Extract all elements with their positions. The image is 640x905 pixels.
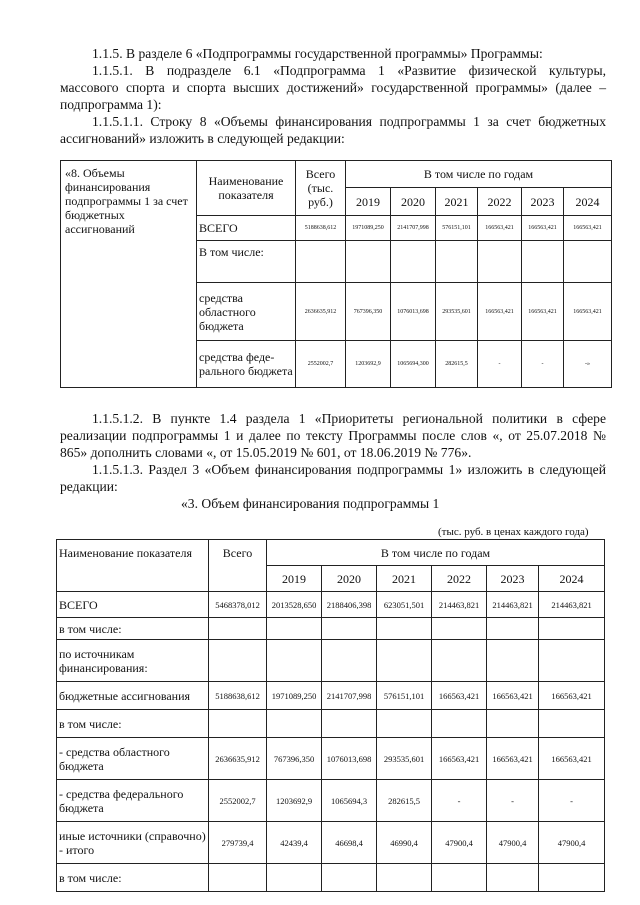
- paragraph-1-1-5-1-line2: массового спорта и спорта высших достижений» государственной программы» (далее –: [60, 80, 606, 95]
- cell-total: 279739,4: [209, 822, 267, 864]
- funding-table-row8: [60, 160, 612, 388]
- row-name: - средства областного бюджета: [57, 738, 209, 780]
- row-name: бюджетные ассигнования: [57, 682, 209, 710]
- paragraph-1-1-5-1-line1: 1.1.5.1. В подразделе 6.1 «Подпрограмма 1 «Развитие физической культуры,: [92, 63, 606, 78]
- paragraph-1-1-5-1-2-line1: 1.1.5.1.2. В пункте 1.4 раздела 1 «Приоритеты региональной политики в сфере: [92, 411, 606, 426]
- row-name: в том числе:: [57, 618, 209, 640]
- cell-total: 5188638,612: [296, 216, 346, 241]
- cell-value: 1076013,698: [322, 738, 377, 780]
- row-name: ВСЕГО: [57, 592, 209, 618]
- table-row: [57, 710, 605, 738]
- row-name: в том числе:: [57, 710, 209, 738]
- header-total: Всего (тыс. руб.): [296, 161, 346, 216]
- header-years-group: В том числе по годам: [346, 161, 612, 188]
- cell-value: 293535,601: [377, 738, 432, 780]
- cell-value: 1971089,250: [267, 682, 322, 710]
- cell-total: 5468378,012: [209, 592, 267, 618]
- table-row: [57, 738, 605, 780]
- section-3-title: «3. Объем финансирования подпрограммы 1: [181, 496, 440, 511]
- cell-value: 166563,421: [478, 283, 522, 341]
- cell-value: 576151,101: [436, 216, 478, 241]
- row-name: иные источники (справочно) - итого: [57, 822, 209, 864]
- paragraph-1-1-5-1-2-line3: 865» дополнить словами «, от 15.05.2019 № 601, от 18.06.2019 № 776».: [60, 445, 472, 460]
- cell-value: 166563,421: [539, 738, 605, 780]
- cell-value: 1065694,3: [322, 780, 377, 822]
- year-header: 2022: [478, 188, 522, 216]
- row-name: - средства федерального бюджета: [57, 780, 209, 822]
- cell-value: -: [487, 780, 539, 822]
- cell-value: 47900,4: [432, 822, 487, 864]
- year-header: 2021: [436, 188, 478, 216]
- cell-value: -: [432, 780, 487, 822]
- row-name: ВСЕГО: [197, 216, 296, 241]
- paragraph-1-1-5: 1.1.5. В разделе 6 «Подпрограммы государственной программы» Программы:: [92, 46, 543, 61]
- header-total: Всего: [209, 540, 267, 592]
- cell-value: 46698,4: [322, 822, 377, 864]
- paragraph-1-1-5-1-1-line1: 1.1.5.1.1. Строку 8 «Объемы финансирования подпрограммы 1 за счет бюджетных: [92, 114, 606, 129]
- cell-value: 166563,421: [487, 738, 539, 780]
- table-row: [57, 592, 605, 618]
- cell-value: 767396,350: [267, 738, 322, 780]
- year-header: 2022: [432, 566, 487, 592]
- cell-total: 2552002,7: [296, 341, 346, 388]
- cell-value: 1076013,698: [391, 283, 436, 341]
- year-header: 2021: [377, 566, 432, 592]
- year-header: 2020: [391, 188, 436, 216]
- cell-value: 47900,4: [487, 822, 539, 864]
- cell-value: 1065694,300: [391, 341, 436, 388]
- cell-value: 1203692,9: [267, 780, 322, 822]
- table-row: [57, 640, 605, 682]
- cell-value: 2141707,998: [391, 216, 436, 241]
- cell-value: 166563,421: [478, 216, 522, 241]
- year-header: 2023: [522, 188, 564, 216]
- table-row: [57, 780, 605, 822]
- cell-value: 2188406,398: [322, 592, 377, 618]
- cell-value: -: [539, 780, 605, 822]
- table-row: [57, 618, 605, 640]
- cell-value: 42439,4: [267, 822, 322, 864]
- header-indicator-name: Наименование показателя: [57, 540, 209, 592]
- cell-total: 2636635,912: [209, 738, 267, 780]
- year-header: 2019: [346, 188, 391, 216]
- cell-value: 2013528,650: [267, 592, 322, 618]
- cell-value: 2141707,998: [322, 682, 377, 710]
- cell-value: 623051,501: [377, 592, 432, 618]
- cell-value: 1203692,9: [346, 341, 391, 388]
- paragraph-1-1-5-1-1-line2: ассигнований» изложить в следующей редакции:: [60, 131, 345, 146]
- cell-total: 2552002,7: [209, 780, 267, 822]
- paragraph-1-1-5-1-line3: подпрограмма 1):: [60, 97, 162, 112]
- row-name: по источникам финансирования:: [57, 640, 209, 682]
- paragraph-1-1-5-1-3-line1: 1.1.5.1.3. Раздел 3 «Объем финансирования подпрограммы 1» изложить в следующей: [92, 462, 606, 477]
- table-row: [57, 822, 605, 864]
- year-header: 2019: [267, 566, 322, 592]
- cell-value: 166563,421: [539, 682, 605, 710]
- paragraph-1-1-5-1-2-line2: реализации подпрограммы 1 и далее по тексту Программы после слов «, от 25.07.2018 №: [60, 428, 606, 443]
- cell-value: -»: [564, 341, 612, 388]
- year-header: 2023: [487, 566, 539, 592]
- cell-value: 282615,5: [377, 780, 432, 822]
- cell-value: 166563,421: [564, 283, 612, 341]
- header-years-group: В том числе по годам: [267, 540, 605, 566]
- cell-value: 166563,421: [487, 682, 539, 710]
- cell-value: 214463,821: [432, 592, 487, 618]
- funding-table-section3: [56, 539, 605, 892]
- cell-value: 214463,821: [539, 592, 605, 618]
- row-name: В том числе:: [197, 241, 296, 283]
- cell-value: 576151,101: [377, 682, 432, 710]
- cell-value: 166563,421: [564, 216, 612, 241]
- row-name: средства областного бюджета: [197, 283, 296, 341]
- header-indicator-name: Наименование показателя: [197, 161, 296, 216]
- cell-total: 5188638,612: [209, 682, 267, 710]
- table-row: [57, 864, 605, 892]
- cell-value: 1971089,250: [346, 216, 391, 241]
- row-name: в том числе:: [57, 864, 209, 892]
- cell-value: 166563,421: [522, 216, 564, 241]
- paragraph-1-1-5-1-3-line2: редакции:: [60, 479, 118, 494]
- table-row: [57, 682, 605, 710]
- year-header: 2024: [539, 566, 605, 592]
- cell-value: 282615,5: [436, 341, 478, 388]
- cell-value: 293535,601: [436, 283, 478, 341]
- year-header: 2020: [322, 566, 377, 592]
- cell-value: 166563,421: [432, 682, 487, 710]
- cell-value: 767396,350: [346, 283, 391, 341]
- cell-value: 47900,4: [539, 822, 605, 864]
- row-name: средства феде-рального бюджета: [197, 341, 296, 388]
- cell-value: 214463,821: [487, 592, 539, 618]
- cell-total: 2636635,912: [296, 283, 346, 341]
- cell-value: -: [478, 341, 522, 388]
- row-8-label: «8. Объемы финансирования подпрограммы 1 за счет бюджетных ассигнований: [61, 161, 197, 388]
- cell-value: -: [522, 341, 564, 388]
- cell-value: 166563,421: [432, 738, 487, 780]
- year-header: 2024: [564, 188, 612, 216]
- cell-value: 166563,421: [522, 283, 564, 341]
- units-note: (тыс. руб. в ценах каждого года): [438, 526, 589, 538]
- cell-value: 46990,4: [377, 822, 432, 864]
